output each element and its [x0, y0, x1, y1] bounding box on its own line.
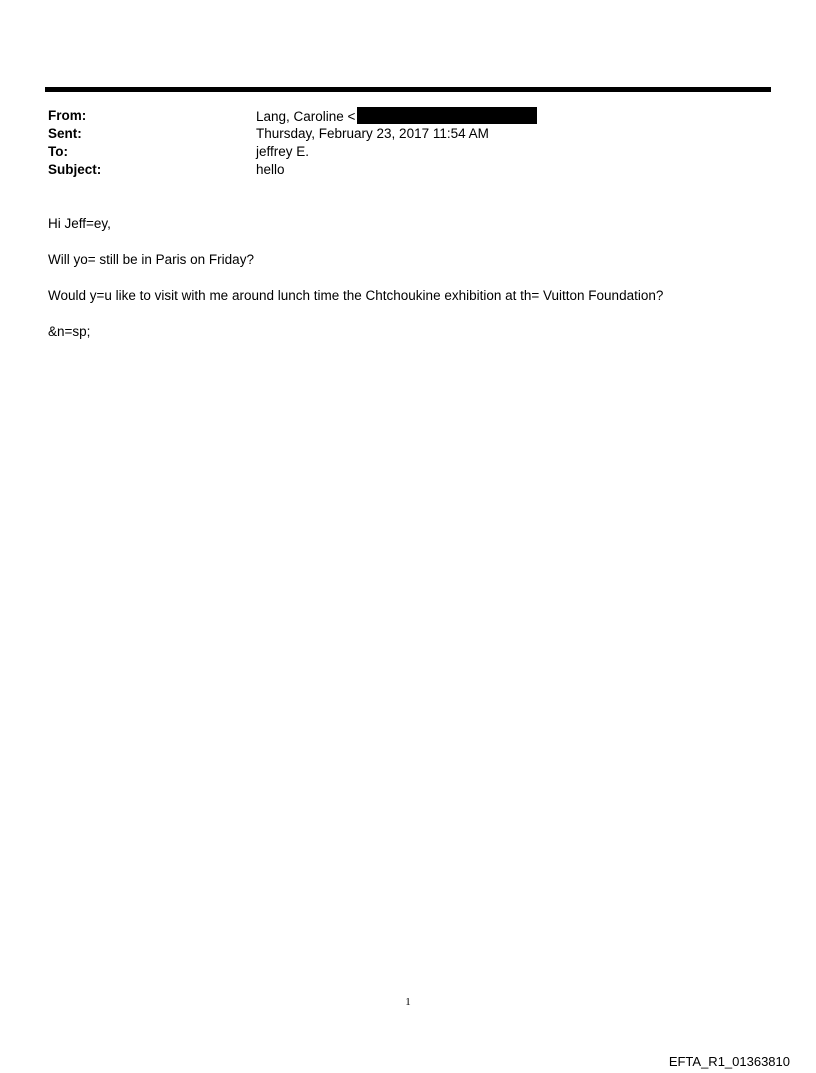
redaction-block [357, 107, 537, 124]
body-line: Would y=u like to visit with me around lunch time the Chtchoukine exhibition at th= Vuitton Foundation? [48, 288, 664, 303]
body-line: &n=sp; [48, 324, 91, 339]
sent-label: Sent: [48, 126, 82, 141]
document-id: EFTA_R1_01363810 [668, 1054, 790, 1069]
subject-label: Subject: [48, 162, 102, 177]
email-header [48, 107, 748, 179]
email-body [48, 215, 768, 359]
sent-value: Thursday, February 23, 2017 11:54 AM [256, 126, 489, 141]
to-row [48, 143, 748, 161]
to-label: To: [48, 144, 68, 159]
from-value [256, 107, 537, 126]
subject-value: hello [256, 162, 285, 177]
body-line: Hi Jeff=ey, [48, 216, 111, 231]
to-value: jeffrey E. [256, 144, 310, 159]
from-label: From: [48, 108, 87, 123]
header-divider [45, 87, 771, 92]
from-row [48, 107, 748, 125]
from-value-text: Lang, Caroline < [256, 109, 356, 124]
sent-row [48, 125, 748, 143]
subject-row [48, 161, 748, 179]
page-number: 1 [405, 996, 411, 1008]
body-line: Will yo= still be in Paris on Friday? [48, 252, 254, 267]
